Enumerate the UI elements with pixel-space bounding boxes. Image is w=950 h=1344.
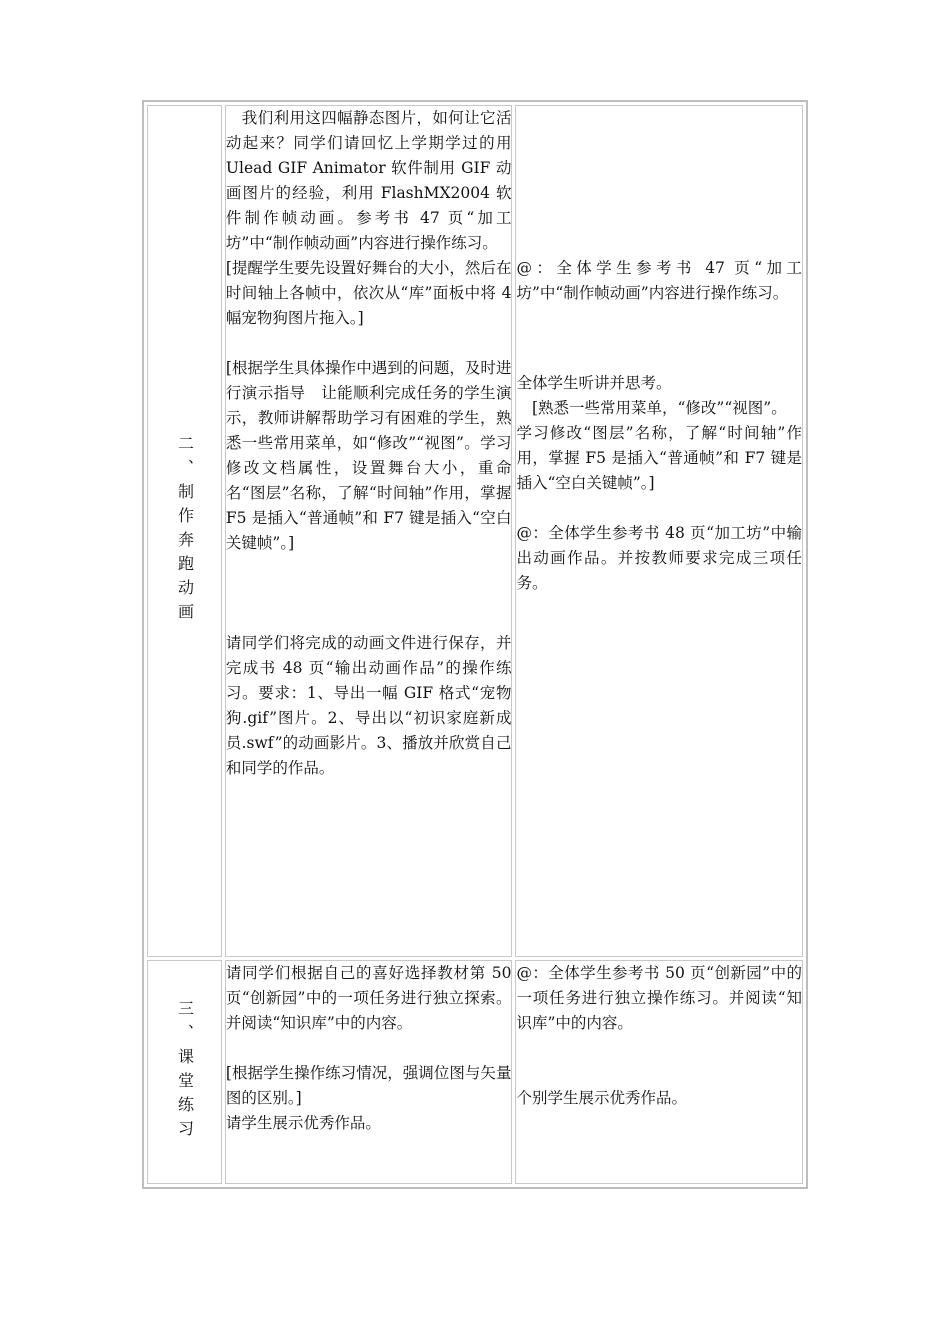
student-paragraph: 全体学生听讲并思考。 xyxy=(516,374,672,392)
teacher-paragraph: [根据学生操作练习情况，强调位图与矢量图的区别。] xyxy=(225,1064,512,1107)
student-paragraph: @：全体学生参考书 48 页“加工坊”中输出动画作品。并按教师要求完成三项任务。 xyxy=(516,524,802,592)
teacher-paragraph: [根据学生具体操作中遇到的问题，及时进行演示指导 让能顺利完成任务的学生演示，教师讲解帮助学习有困难的学生，熟悉一些常用菜单，如“修改”“视图”。学习修改文档属性，设置舞台大小，重命名“图层”名称，了解“时间轴”作用，掌握 F5 是插入“普通帧”和 F7 键是插入“空白关键帧”。] xyxy=(225,359,512,552)
student-activity-cell xyxy=(515,105,803,957)
stage-cell xyxy=(147,960,222,1184)
teacher-paragraph: 请同学们根据自己的喜好选择教材第 50 页“创新园”中的一项任务进行独立探索。并阅读“知识库”中的内容。 xyxy=(225,964,512,1032)
teacher-activity-cell xyxy=(225,105,513,957)
teacher-paragraph: 我们利用这四幅静态图片，如何让它活动起来？同学们请回忆上学期学过的用 Ulead GIF Animator 软件制用 GIF 动画图片的经验，利用 FlashMX2004 软件制作帧动画。参考书 47 页“加工坊”中“制作帧动画”内容进行操作练习。 xyxy=(225,109,512,252)
stage-label: 二、制作奔跑动画 xyxy=(175,435,195,627)
teacher-activity-cell xyxy=(225,960,513,1184)
teacher-paragraph: 请同学们将完成的动画文件进行保存，并完成书 48 页“输出动画作品”的操作练习。要求：1、导出一幅 GIF 格式“宠物狗.gif”图片。2、导出以“初识家庭新成员.swf”的动画影片。3、播放并欣赏自己和同学的作品。 xyxy=(225,634,512,777)
lesson-plan-table xyxy=(142,100,808,1189)
student-paragraph: 学习修改“图层”名称，了解“时间轴”作用，掌握 F5 是插入“普通帧”和 F7 键是插入“空白关键帧”。] xyxy=(516,424,802,492)
stage-cell xyxy=(147,105,222,957)
student-paragraph: [熟悉一些常用菜单，“修改”“视图”。 xyxy=(516,399,787,417)
teacher-paragraph: [提醒学生要先设置好舞台的大小，然后在时间轴上各帧中，依次从“库”面板中将 4 幅宠物狗图片拖入。] xyxy=(225,259,512,327)
student-paragraph: @：全体学生参考书 50 页“创新园”中的一项任务进行独立操作练习。并阅读“知识库”中的内容。 xyxy=(516,964,802,1032)
student-paragraph: 个别学生展示优秀作品。 xyxy=(516,1089,687,1107)
teacher-paragraph: 请学生展示优秀作品。 xyxy=(225,1114,381,1132)
student-activity-cell xyxy=(515,960,803,1184)
student-paragraph: @：全体学生参考书 47 页“加工坊”中“制作帧动画”内容进行操作练习。 xyxy=(516,259,802,302)
table-row xyxy=(147,960,803,1184)
stage-label: 三、课堂练习 xyxy=(175,1000,195,1144)
table-row xyxy=(147,105,803,957)
